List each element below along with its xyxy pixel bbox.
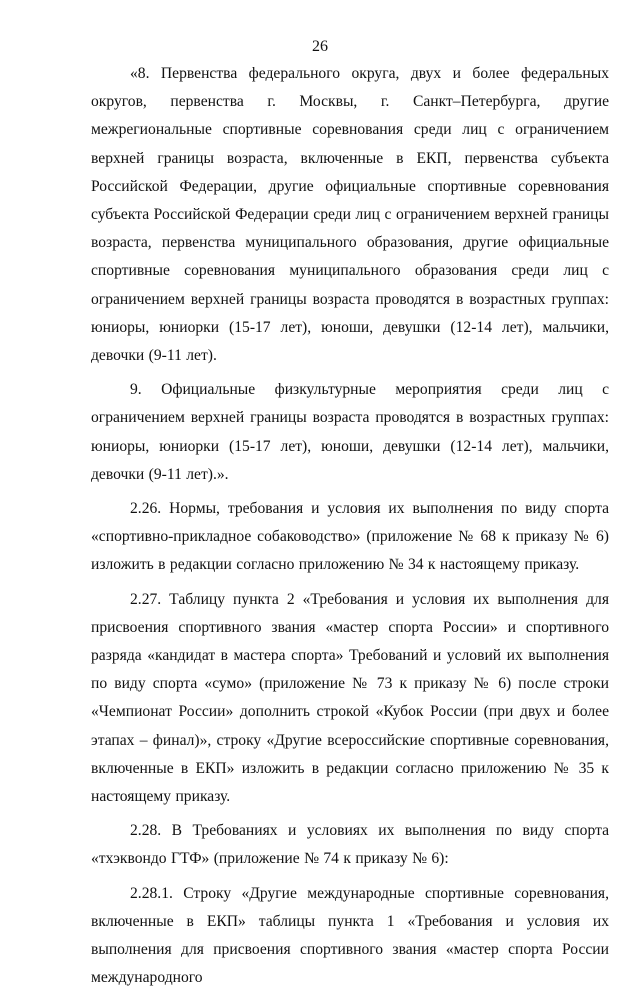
paragraph-item-8: «8. Первенства федерального округа, двух и более федеральных округов, первенства г. Москвы, г. Санкт–Петербурга, другие межрегиональные спортивные соревнования среди лиц с ограничением верхней границы возраста, включенные в ЕКП, первенства субъекта Российской Федерации, другие официальные спортивные соревнования субъекта Российской Федерации среди лиц с ограничением верхней границы возраста, первенства муниципального образования, другие официальные спортивные соревнования муниципального образования среди лиц с ограничением верхней границы возраста проводятся в возрастных группах: юниоры, юниорки (15-17 лет), юноши, девушки (12-14 лет), мальчики, девочки (9-11 лет). — [91, 65, 609, 365]
document-body — [91, 60, 609, 993]
paragraph-2-26: 2.26. Нормы, требования и условия их выполнения по виду спорта «спортивно-прикладное собаководство» (приложение № 68 к приказу № 6) изложить в редакции согласно приложению № 34 к настоящему приказу. — [91, 500, 609, 574]
page-number: 26 — [312, 38, 328, 55]
paragraph-2-28-1: 2.28.1. Строку «Другие международные спортивные соревнования, включенные в ЕКП» таблицы пункта 1 «Требования и условия их выполнения для присвоения спортивного звания «мастер спорта России международного — [91, 884, 609, 987]
paragraph-item-9: 9. Официальные физкультурные мероприятия среди лиц с ограничением верхней границы возраста проводятся в возрастных группах: юниоры, юниорки (15-17 лет), юноши, девушки (12-14 лет), мальчики, девочки (9-11 лет).». — [91, 381, 609, 483]
paragraph-2-28: 2.28. В Требованиях и условиях их выполнения по виду спорта «тхэквондо ГТФ» (приложение № 74 к приказу № 6): — [91, 822, 609, 868]
paragraph-2-27: 2.27. Таблицу пункта 2 «Требования и условия их выполнения для присвоения спортивного звания «мастер спорта России» и спортивного разряда «кандидат в мастера спорта» Требований и условий их выполнения по виду спорта «сумо» (приложение № 73 к приказу № 6) после строки «Чемпионат России» дополнить строкой «Кубок России (при двух и более этапах – финал)», строку «Другие всероссийские спортивные соревнования, включенные в ЕКП» изложить в редакции согласно приложению № 35 к настоящему приказу. — [91, 590, 609, 806]
